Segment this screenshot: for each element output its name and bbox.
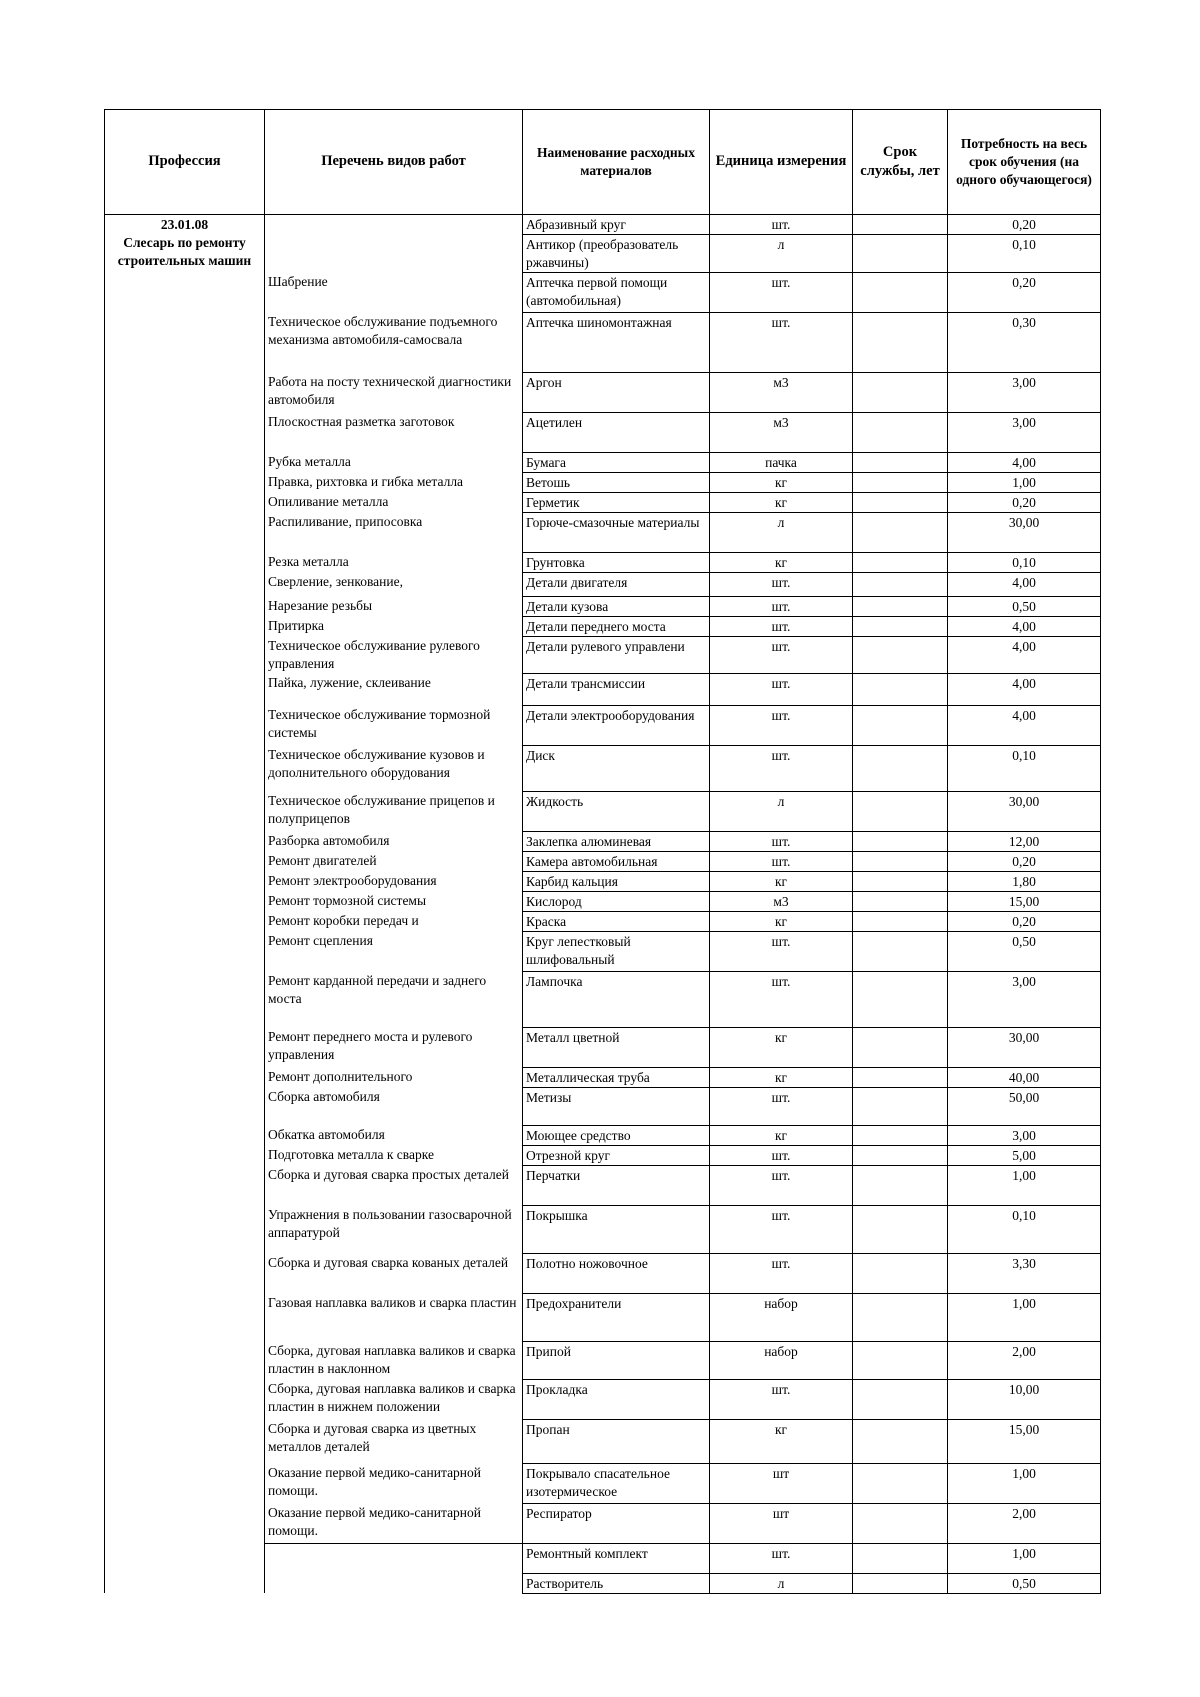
- work-cell: Плоскостная разметка заготовок: [265, 412, 523, 452]
- work-cell: Подготовка металла к сварке: [265, 1145, 523, 1165]
- work-cell: Опиливание металла: [265, 492, 523, 512]
- unit-cell: шт.: [710, 1379, 853, 1419]
- unit-cell: кг: [710, 1125, 853, 1145]
- need-cell: 3,00: [948, 971, 1101, 1027]
- need-cell: 4,00: [948, 616, 1101, 636]
- work-cell: Ремонт электрооборудования: [265, 871, 523, 891]
- life-cell: [853, 512, 948, 552]
- work-cell: Упражнения в пользовании газосварочной аппаратурой: [265, 1205, 523, 1253]
- life-cell: [853, 831, 948, 851]
- need-cell: 3,30: [948, 1253, 1101, 1293]
- material-cell: Кислород: [523, 891, 710, 911]
- work-cell: Резка металла: [265, 552, 523, 572]
- life-cell: [853, 1205, 948, 1253]
- material-cell: Бумага: [523, 452, 710, 472]
- material-cell: Метизы: [523, 1087, 710, 1125]
- work-cell: Нарезание резьбы: [265, 596, 523, 616]
- life-cell: [853, 1379, 948, 1419]
- work-cell: Ремонт дополнительного: [265, 1067, 523, 1087]
- life-cell: [853, 472, 948, 492]
- material-cell: Аптечка первой помощи (автомобильная): [523, 272, 710, 312]
- unit-cell: шт.: [710, 1165, 853, 1205]
- life-cell: [853, 272, 948, 312]
- need-cell: 4,00: [948, 452, 1101, 472]
- unit-cell: шт.: [710, 851, 853, 871]
- life-cell: [853, 412, 948, 452]
- life-cell: [853, 1543, 948, 1573]
- need-cell: 15,00: [948, 1419, 1101, 1463]
- unit-cell: пачка: [710, 452, 853, 472]
- work-cell: Техническое обслуживание прицепов и полуприцепов: [265, 791, 523, 831]
- work-cell: [265, 1543, 523, 1573]
- profession-name: Слесарь по ремонту строительных машин: [117, 234, 252, 268]
- material-cell: Аргон: [523, 372, 710, 412]
- unit-cell: шт.: [710, 1145, 853, 1165]
- need-cell: 3,00: [948, 412, 1101, 452]
- header-profession: Профессия: [105, 110, 265, 215]
- unit-cell: шт.: [710, 1205, 853, 1253]
- material-cell: Абразивный круг: [523, 215, 710, 235]
- material-cell: Припой: [523, 1341, 710, 1379]
- need-cell: 1,00: [948, 1293, 1101, 1341]
- material-cell: Металл цветной: [523, 1027, 710, 1067]
- unit-cell: набор: [710, 1293, 853, 1341]
- work-cell: [265, 1573, 523, 1593]
- unit-cell: м3: [710, 372, 853, 412]
- life-cell: [853, 851, 948, 871]
- unit-cell: л: [710, 512, 853, 552]
- material-cell: Герметик: [523, 492, 710, 512]
- life-cell: [853, 215, 948, 235]
- work-cell: Сборка и дуговая сварка кованых деталей: [265, 1253, 523, 1293]
- material-cell: Металлическая труба: [523, 1067, 710, 1087]
- material-cell: Детали переднего моста: [523, 616, 710, 636]
- need-cell: 3,00: [948, 372, 1101, 412]
- work-cell: Обкатка автомобиля: [265, 1125, 523, 1145]
- document-page: [104, 109, 1100, 1594]
- table-row: [105, 215, 1101, 235]
- work-cell: Сборка автомобиля: [265, 1087, 523, 1125]
- unit-cell: кг: [710, 1027, 853, 1067]
- unit-cell: шт.: [710, 636, 853, 673]
- header-life: Срок службы, лет: [853, 110, 948, 215]
- life-cell: [853, 891, 948, 911]
- unit-cell: кг: [710, 492, 853, 512]
- unit-cell: набор: [710, 1341, 853, 1379]
- work-cell: Ремонт двигателей: [265, 851, 523, 871]
- work-cell: Притирка: [265, 616, 523, 636]
- need-cell: 1,00: [948, 472, 1101, 492]
- material-cell: Диск: [523, 745, 710, 791]
- need-cell: 0,20: [948, 215, 1101, 235]
- work-cell: Техническое обслуживание кузовов и дополнительного оборудования: [265, 745, 523, 791]
- unit-cell: м3: [710, 891, 853, 911]
- need-cell: 50,00: [948, 1087, 1101, 1125]
- need-cell: 40,00: [948, 1067, 1101, 1087]
- life-cell: [853, 1165, 948, 1205]
- material-cell: Заклепка алюминевая: [523, 831, 710, 851]
- unit-cell: л: [710, 791, 853, 831]
- material-cell: Жидкость: [523, 791, 710, 831]
- material-cell: Детали двигателя: [523, 572, 710, 596]
- life-cell: [853, 1087, 948, 1125]
- material-cell: Моющее средство: [523, 1125, 710, 1145]
- unit-cell: шт.: [710, 596, 853, 616]
- material-cell: Грунтовка: [523, 552, 710, 572]
- material-cell: Круг лепестковый шлифовальный: [523, 931, 710, 971]
- life-cell: [853, 673, 948, 705]
- life-cell: [853, 931, 948, 971]
- need-cell: 30,00: [948, 791, 1101, 831]
- material-cell: Респиратор: [523, 1503, 710, 1543]
- need-cell: 1,00: [948, 1543, 1101, 1573]
- header-material: Наименование расходных материалов: [523, 110, 710, 215]
- unit-cell: кг: [710, 1419, 853, 1463]
- unit-cell: шт.: [710, 831, 853, 851]
- material-cell: Горюче-смазочные материалы: [523, 512, 710, 552]
- unit-cell: кг: [710, 911, 853, 931]
- unit-cell: кг: [710, 871, 853, 891]
- work-cell: Ремонт переднего моста и рулевого управления: [265, 1027, 523, 1067]
- need-cell: 12,00: [948, 831, 1101, 851]
- work-cell: Правка, рихтовка и гибка металла: [265, 472, 523, 492]
- material-cell: Детали трансмиссии: [523, 673, 710, 705]
- table-header-row: [105, 110, 1101, 215]
- life-cell: [853, 745, 948, 791]
- need-cell: 3,00: [948, 1125, 1101, 1145]
- material-cell: Перчатки: [523, 1165, 710, 1205]
- life-cell: [853, 1503, 948, 1543]
- material-cell: Прокладка: [523, 1379, 710, 1419]
- work-cell: Рубка металла: [265, 452, 523, 472]
- life-cell: [853, 572, 948, 596]
- profession-cell: [105, 215, 265, 1594]
- need-cell: 0,20: [948, 851, 1101, 871]
- work-cell: Разборка автомобиля: [265, 831, 523, 851]
- material-cell: Детали рулевого управлени: [523, 636, 710, 673]
- life-cell: [853, 971, 948, 1027]
- need-cell: 2,00: [948, 1341, 1101, 1379]
- life-cell: [853, 1125, 948, 1145]
- unit-cell: шт.: [710, 215, 853, 235]
- material-cell: Карбид кальция: [523, 871, 710, 891]
- material-cell: Предохранители: [523, 1293, 710, 1341]
- need-cell: 2,00: [948, 1503, 1101, 1543]
- work-cell: Сборка и дуговая сварка простых деталей: [265, 1165, 523, 1205]
- life-cell: [853, 312, 948, 372]
- life-cell: [853, 372, 948, 412]
- life-cell: [853, 452, 948, 472]
- need-cell: 4,00: [948, 636, 1101, 673]
- unit-cell: шт.: [710, 745, 853, 791]
- unit-cell: шт.: [710, 673, 853, 705]
- header-unit: Единица измерения: [710, 110, 853, 215]
- header-need: Потребность на весь срок обучения (на одного обучающегося): [948, 110, 1101, 215]
- materials-table: [104, 109, 1101, 1594]
- life-cell: [853, 1573, 948, 1593]
- work-cell: Оказание первой медико-санитарной помощи.: [265, 1503, 523, 1543]
- work-cell: Ремонт тормозной системы: [265, 891, 523, 911]
- unit-cell: шт: [710, 1503, 853, 1543]
- need-cell: 5,00: [948, 1145, 1101, 1165]
- life-cell: [853, 596, 948, 616]
- life-cell: [853, 1145, 948, 1165]
- need-cell: 1,80: [948, 871, 1101, 891]
- work-cell: Пайка, лужение, склеивание: [265, 673, 523, 705]
- work-cell: Оказание первой медико-санитарной помощи.: [265, 1463, 523, 1503]
- need-cell: 0,20: [948, 272, 1101, 312]
- need-cell: 0,10: [948, 745, 1101, 791]
- material-cell: Краска: [523, 911, 710, 931]
- life-cell: [853, 705, 948, 745]
- need-cell: 0,50: [948, 596, 1101, 616]
- material-cell: Ремонтный комплект: [523, 1543, 710, 1573]
- work-cell: Техническое обслуживание подъемного механизма автомобиля-самосвала: [265, 312, 523, 372]
- need-cell: 0,30: [948, 312, 1101, 372]
- material-cell: Растворитель: [523, 1573, 710, 1593]
- unit-cell: шт.: [710, 1543, 853, 1573]
- material-cell: Детали электрооборудования: [523, 705, 710, 745]
- unit-cell: шт.: [710, 971, 853, 1027]
- material-cell: Полотно ножовочное: [523, 1253, 710, 1293]
- unit-cell: шт.: [710, 931, 853, 971]
- life-cell: [853, 1027, 948, 1067]
- header-works: Перечень видов работ: [265, 110, 523, 215]
- material-cell: Покрышка: [523, 1205, 710, 1253]
- life-cell: [853, 1067, 948, 1087]
- life-cell: [853, 492, 948, 512]
- material-cell: Камера автомобильная: [523, 851, 710, 871]
- unit-cell: шт.: [710, 616, 853, 636]
- unit-cell: шт: [710, 1463, 853, 1503]
- material-cell: Отрезной круг: [523, 1145, 710, 1165]
- work-cell: Ремонт коробки передач и: [265, 911, 523, 931]
- work-cell: Сверление, зенкование,: [265, 572, 523, 596]
- material-cell: Покрывало спасательное изотермическое: [523, 1463, 710, 1503]
- material-cell: Пропан: [523, 1419, 710, 1463]
- unit-cell: л: [710, 235, 853, 273]
- material-cell: Аптечка шиномонтажная: [523, 312, 710, 372]
- work-cell: Шабрение: [265, 272, 523, 312]
- need-cell: 0,10: [948, 1205, 1101, 1253]
- life-cell: [853, 1419, 948, 1463]
- unit-cell: шт.: [710, 312, 853, 372]
- need-cell: 4,00: [948, 705, 1101, 745]
- material-cell: Детали кузова: [523, 596, 710, 616]
- life-cell: [853, 871, 948, 891]
- work-cell: Работа на посту технической диагностики автомобиля: [265, 372, 523, 412]
- work-cell: Ремонт карданной передачи и заднего моста: [265, 971, 523, 1027]
- need-cell: 0,10: [948, 552, 1101, 572]
- life-cell: [853, 1463, 948, 1503]
- need-cell: 0,10: [948, 235, 1101, 273]
- need-cell: 15,00: [948, 891, 1101, 911]
- need-cell: 30,00: [948, 1027, 1101, 1067]
- life-cell: [853, 235, 948, 273]
- life-cell: [853, 552, 948, 572]
- work-cell: Сборка, дуговая наплавка валиков и сварка пластин в нижнем положении: [265, 1379, 523, 1419]
- unit-cell: кг: [710, 472, 853, 492]
- material-cell: Ветошь: [523, 472, 710, 492]
- unit-cell: шт.: [710, 1087, 853, 1125]
- unit-cell: кг: [710, 552, 853, 572]
- material-cell: Антикор (преобразователь ржавчины): [523, 235, 710, 273]
- unit-cell: шт.: [710, 705, 853, 745]
- need-cell: 1,00: [948, 1165, 1101, 1205]
- work-cell: Техническое обслуживание рулевого управления: [265, 636, 523, 673]
- profession-code: 23.01.08: [160, 217, 209, 232]
- unit-cell: м3: [710, 412, 853, 452]
- need-cell: 0,20: [948, 492, 1101, 512]
- material-cell: Лампочка: [523, 971, 710, 1027]
- work-cell: [265, 215, 523, 235]
- need-cell: 10,00: [948, 1379, 1101, 1419]
- life-cell: [853, 911, 948, 931]
- need-cell: 30,00: [948, 512, 1101, 552]
- work-cell: Распиливание, припосовка: [265, 512, 523, 552]
- life-cell: [853, 791, 948, 831]
- need-cell: 0,50: [948, 931, 1101, 971]
- need-cell: 4,00: [948, 673, 1101, 705]
- unit-cell: л: [710, 1573, 853, 1593]
- work-cell: [265, 235, 523, 273]
- work-cell: Ремонт сцепления: [265, 931, 523, 971]
- life-cell: [853, 616, 948, 636]
- need-cell: 4,00: [948, 572, 1101, 596]
- table-body: [105, 215, 1101, 1594]
- life-cell: [853, 1253, 948, 1293]
- life-cell: [853, 1341, 948, 1379]
- need-cell: 0,20: [948, 911, 1101, 931]
- unit-cell: шт.: [710, 272, 853, 312]
- unit-cell: кг: [710, 1067, 853, 1087]
- work-cell: Сборка и дуговая сварка из цветных металлов деталей: [265, 1419, 523, 1463]
- work-cell: Сборка, дуговая наплавка валиков и сварка пластин в наклонном: [265, 1341, 523, 1379]
- unit-cell: шт.: [710, 1253, 853, 1293]
- life-cell: [853, 636, 948, 673]
- need-cell: 0,50: [948, 1573, 1101, 1593]
- unit-cell: шт.: [710, 572, 853, 596]
- life-cell: [853, 1293, 948, 1341]
- need-cell: 1,00: [948, 1463, 1101, 1503]
- material-cell: Ацетилен: [523, 412, 710, 452]
- work-cell: Техническое обслуживание тормозной системы: [265, 705, 523, 745]
- work-cell: Газовая наплавка валиков и сварка пластин: [265, 1293, 523, 1341]
